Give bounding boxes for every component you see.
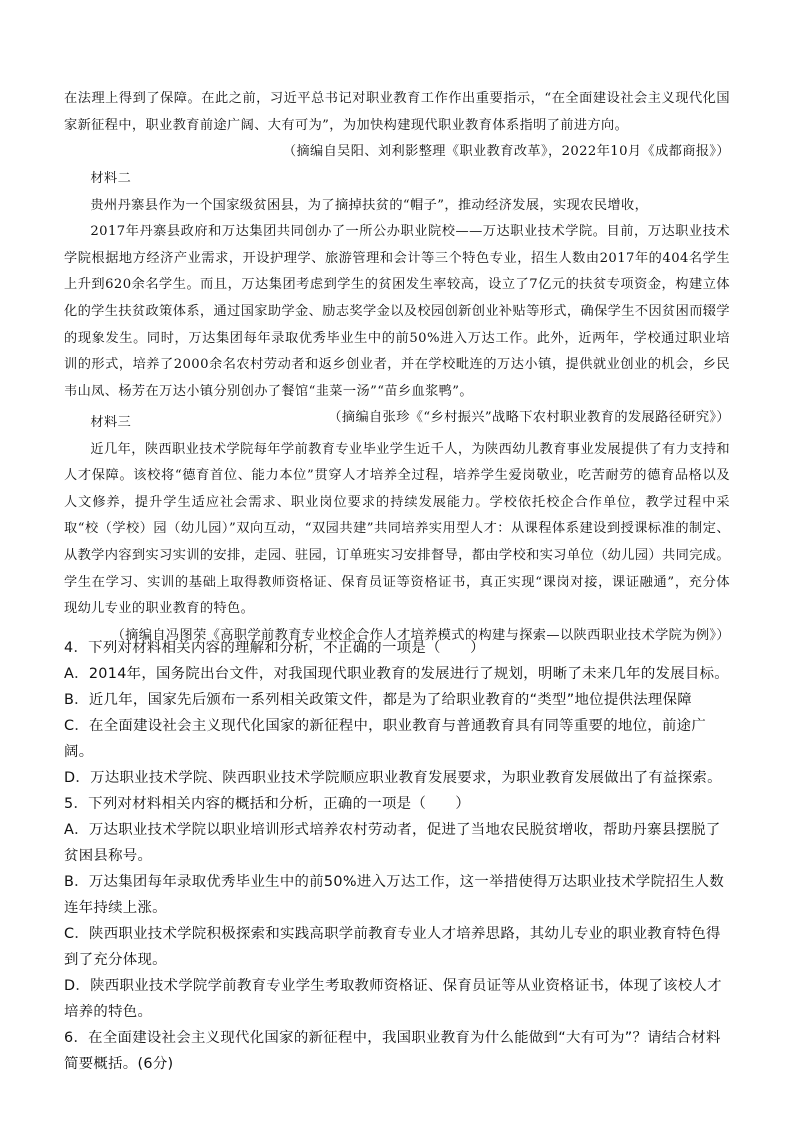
material-two-label: 材料二 [90, 171, 132, 186]
question-4-option-b: B．近几年，国家先后颁布一系列相关政策文件，都是为了给职业教育的“类型”地位提供法理保障 [64, 692, 693, 708]
material-one-paragraph: 在法理上得到了保障。在此之前，习近平总书记对职业教育工作作出重要指示，“在全面建设社会主义现代化国家新征程中，职业教育前途广阔、大有可为”，为加快构建现代职业教育体系指明了前进方向。 [64, 91, 730, 133]
question-4-option-a: A．2014年，国务院出台文件，对我国现代职业教育的发展进行了规划，明晰了未来几年的发展目标。 [64, 666, 729, 682]
question-5-option-b: B．万达集团每年录取优秀毕业生中的前50%进入万达工作，这一举措使得万达职业技术学院招生人数连年持续上涨。 [64, 874, 725, 916]
question-5-option-c: C．陕西职业技术学院积极探索和实践高职学前教育专业人才培养思路，其幼儿专业的职业教育特色得到了充分体现。 [64, 926, 721, 968]
question-4-option-d: D．万达职业技术学院、陕西职业技术学院顺应职业教育发展要求，为职业教育发展做出了有益探索。 [64, 770, 722, 786]
material-three-source: （摘编自冯图荣《高职学前教育专业校企合作人才培养模式的构建与探索—以陕西职业技术学院为例》） [111, 627, 730, 643]
question-6-stem: 6．在全面建设社会主义现代化国家的新征程中，我国职业教育为什么能做到“大有可为”？请结合材料简要概括。(6分) [64, 1030, 721, 1072]
question-5-stem: 5．下列对材料相关内容的概括和分析，正确的一项是（ ） [64, 796, 471, 812]
material-one-source: （摘编自吴阳、刘利影整理《职业教育改革》，2022年10月《成都商报》） [282, 144, 730, 160]
material-three-paragraph: 近几年，陕西职业技术学院每年学前教育专业毕业学生近千人，为陕西幼儿教育事业发展提供了有力支持和人才保障。该校将“德育首位、能力本位”贯穿人才培养全过程，培养学生爱岗敬业，吃苦耐劳的德育品格以及人文修养，提升学生适应社会需求、职业岗位要求的持续发展能力。学校依托校企合作单位，教学过程中采取“校（学校）园（幼儿园）”双向互动，“双园共建”共同培养实用型人才：从课程体系建设到授课标准的制定、从教学内容到实习实训的安排，走园、驻园，订单班实习安排督导，都由学校和实习单位（幼儿园）共同完成。学生在学习、实训的基础上取得教师资格证、保育员证等资格证书，真正实现“课岗对接，课证融通”，充分体现幼儿专业的职业教育的特色。 [64, 441, 730, 617]
material-two-source: （摘编自张珍《“乡村振兴”战略下农村职业教育的发展路径研究》） [328, 410, 730, 426]
material-two [64, 166, 730, 432]
material-two-paragraph-1: 贵州丹寨县作为一个国家级贫困县，为了摘掉扶贫的“帽子”，推动经济发展，实现农民增收， [90, 197, 649, 213]
material-three-label: 材料三 [90, 415, 132, 430]
material-two-paragraph-2: 2017年丹寨县政府和万达集团共同创办了一所公办职业院校——万达职业技术学院。目前，万达职业技术学院根据地方经济产业需求，开设护理学、旅游管理和会计等三个特色专业，招生人数由2017年的404名学生上升到620余名学生。而且，万达集团考虑到学生的贫困发生率较高，设立了7亿元的扶贫专项资金，构建立体化的学生扶贫政策体系，通过国家助学金、励志奖学金以及校园创新创业补贴等形式，确保学生不因贫困而辍学的现象发生。同时，万达集团每年录取优秀毕业生中的前50%进入万达工作。此外，近两年，学校通过职业培训的形式，培养了2000余名农村劳动者和返乡创业者，并在学校毗连的万达小镇，提供就业创业的机会，乡民韦山凤、杨芳在万达小镇分别创办了餐馆“韭菜一汤”“苗乡血浆鸭”。 [64, 224, 730, 399]
material-one-tail [64, 86, 730, 166]
question-5-option-a: A．万达职业技术学院以职业培训形式培养农村劳动者，促进了当地农民脱贫增收，帮助丹寨县摆脱了贫困县称号。 [64, 822, 721, 864]
question-4-option-c: C．在全面建设社会主义现代化国家的新征程中，职业教育与普通教育具有同等重要的地位，前途广阔。 [64, 718, 707, 760]
questions-section [64, 635, 730, 1077]
material-three [64, 410, 730, 649]
question-4-stem: 4．下列对材料相关内容的理解和分析，不正确的一项是（ ） [64, 640, 485, 656]
question-5-option-d: D．陕西职业技术学院学前教育专业学生考取教师资格证、保育员证等从业资格证书，体现了该校人才培养的特色。 [64, 978, 722, 1020]
